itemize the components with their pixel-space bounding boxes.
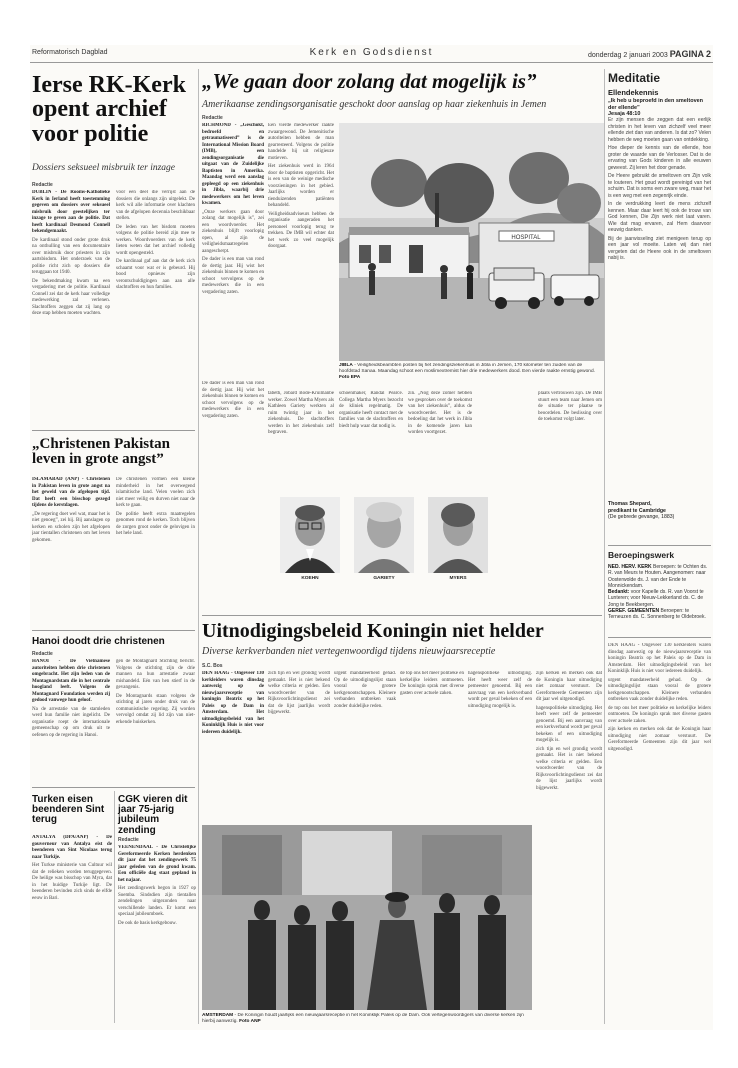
cgk-paragraph: VEENENDAAL - De Christelijke Gereformeerde Kerken herdenken dit jaar dat het zendingswerk 75 jaar geleden van de grond kwam. Een officiële dag staat gepland in het najaar. bbox=[118, 845, 196, 883]
pakistan-headline: „Christenen Pakistan leven in grote angst” bbox=[32, 436, 170, 468]
hanoi-byline: Redactie bbox=[32, 651, 53, 657]
section-name: Kerk en Godsdienst bbox=[309, 47, 434, 58]
jemen-paragraph: tabeth, Jobard Bode-Kruimanbe werker. Zowel Martha Myers als Kathleen Gariety werkten al ruim twintig jaar in het ziekenhuis. De slachtoffers werden in het ziekenhuis zelf begraven. bbox=[268, 391, 334, 435]
koningin-paragraph: de top ons het meer politieke en kerkelijke leiders ontmoeten. De koningin sprak met diverse gasten over actuele zaken. bbox=[400, 671, 464, 696]
jemen-paragraph: „Onze werkers gaan door zolang dat mogelijk is”, zei een woordvoerder. Het ziekenhuis blijft voorlopig open, al zijn de veiligheidsmaatregelen aangescherpt. bbox=[202, 209, 264, 254]
caption-text: - De Koningin houdt jaarlijks een nieuwjaarsreceptie in het Koninklijk Paleis op de Dam. Ook vertegenwoordigers van diverse kerken zijn hierbij aanwezig. bbox=[202, 1013, 524, 1024]
koningin-col4 bbox=[400, 671, 464, 821]
ireland-paragraph: De kardinaal stond onder grote druk na onthulling van een documentaire over misbruik door priesters in zijn aartsbisdom. Het onderzoek van de politie richt zich op dossiers die teruggaan tot 1940. bbox=[32, 237, 110, 275]
caption-text: - Veiligheidsbeambten posten bij het zendingsziekenhuis in Jibla in Jemen, 170 kilometer ten zuiden van de hoofdstad Sanaa. Maandag schoot een moslimextremist hier drie medewerkers dood. Een vierde raakte ernstig gewond. bbox=[339, 363, 595, 374]
koningin-paragraph: zijn kerken en merken ook dat de Koningin haar uitnodiging niet zomaar verstuurt. De Gereformeerde Gemeenten zijn dit jaar wel uitgenodigd. bbox=[536, 671, 602, 702]
meditatie-subtitle: Ellendekennis bbox=[608, 88, 659, 97]
photo-credit: Foto EPA bbox=[339, 375, 361, 380]
list-item bbox=[608, 589, 711, 608]
meditatie-title: Meditatie bbox=[608, 71, 661, 85]
jemen-lower-col4 bbox=[538, 391, 602, 611]
portrait-gariety bbox=[354, 497, 414, 573]
koningin-headline: Uitnodigingsbeleid Koningin niet helder bbox=[202, 620, 544, 642]
cgk-paragraph: Het zendingswerk begon in 1927 op Soemba. Sindsdien zijn tientallen zendelingen uitgezonden naar verschillende landen. Er komt een speciaal jubileumboek. bbox=[118, 886, 196, 917]
jemen-paragraph: De dader is een man van rond de dertig jaar. Hij wist het ziekenhuis binnen te komen en schoot vervolgens op de medewerkers die in een vergadering zaten. bbox=[202, 381, 264, 419]
jemen-paragraph: Veiligheidsadviseurs hebben de organisatie aangeraden het personeel voorlopig terug te trekken. De IMB wil echter dat het werk zo veel mogelijk doorgaat. bbox=[268, 211, 334, 249]
jemen-lower-col2 bbox=[339, 391, 403, 491]
portrait-gariety-image bbox=[354, 497, 414, 573]
koningin-col5 bbox=[468, 671, 532, 821]
column-divider bbox=[198, 69, 199, 1024]
divider bbox=[32, 430, 195, 431]
ireland-deck: Dossiers seksueel misbruik ter inzage bbox=[32, 163, 176, 173]
portrait-koehn bbox=[280, 497, 340, 573]
hanoi-paragraph: De Montagnards staan volgens de stichting al jaren onder druk van de communistische regering. Zij worden vervolgd omdat zij lid zijn van niet-erkende huiskerken. bbox=[116, 693, 195, 725]
jibla-photo-caption bbox=[339, 363, 604, 389]
photo-credit: Foto ANP bbox=[239, 1019, 261, 1024]
paper-name: Reformatorisch Dagblad bbox=[32, 49, 108, 56]
portrait-label: KOEHN bbox=[301, 576, 319, 581]
column-divider bbox=[114, 791, 115, 1023]
koningin-paragraph: hagenspolitieke uitnodiging. Het heeft weer zelf de pemeester genoemd. Bij een aanvraag van een kerkverband wordt per geval bekeken of een uitnodiging mogelijk is. bbox=[536, 705, 602, 743]
pakistan-paragraph: ISLAMABAD (ANP) - Christenen in Pakistan leven in grote angst na het geweld van de afgelopen tijd. Dat heeft een bisschop gezegd tijdens de kerstdagen. bbox=[32, 477, 110, 508]
jemen-paragraph: Het ziekenhuis werd in 1964 door de baptisten opgericht. Het is een van de weinige medische voorzieningen in het gebied. Jaarlijks worden er tienduizenden patiënten behandeld. bbox=[268, 164, 334, 208]
koningin-col6 bbox=[536, 671, 602, 1023]
amsterdam-palace-photo-image bbox=[202, 825, 532, 1010]
portrait-myers bbox=[428, 497, 488, 573]
jibla-hospital-photo bbox=[339, 123, 604, 361]
hanoi-body-col2 bbox=[116, 659, 195, 779]
koningin-paragraph: hagenspolitieke uitnodiging. Het heeft weer zelf de pemeester genoemd. Bij een aanvraag van een kerkverband wordt per geval bekeken of een uitnodiging mogelijk is. bbox=[468, 671, 532, 709]
divider bbox=[32, 787, 195, 788]
ireland-body-col1 bbox=[32, 190, 110, 425]
koningin-col3 bbox=[334, 671, 396, 821]
quote-reference: Jesaja 48:10 bbox=[608, 111, 641, 117]
amsterdam-photo-caption bbox=[202, 1013, 532, 1027]
hanoi-paragraph: HANOI - De Vietnamese autoriteiten hebben drie christenen omgebracht. Het zijn leden van de Montagnardstam die in het centrale hoogland leeft. Volgens de Montagnard Foundation werden zij gedood vanwege hun geloof. bbox=[32, 659, 110, 703]
koningin-paragraph: urgent mandateerheid gehad. Op de uitnodigingslijst staan vooral de grotere kerkgenootschappen. Kleinere verbanden ontbreken vaak zonder duidelijke reden. bbox=[608, 677, 711, 702]
portrait-myers-image bbox=[428, 497, 488, 573]
meditatie-body bbox=[608, 117, 711, 497]
portrait-label: GARIETY bbox=[373, 576, 395, 581]
portrait-label: MYERS bbox=[449, 576, 467, 581]
ireland-paragraph: De leden van het bisdom moeten volgens de politie bereid zijn mee te werken. Woordvoerders van de kerk lieten weten dat het archief volledig wordt opengesteld. bbox=[116, 224, 195, 256]
pakistan-paragraph: De politie heeft extra maatregelen genomen rond de kerken. Toch blijven de zorgen groot onder de gelovigen in het hele land. bbox=[116, 511, 195, 536]
jemen-deck: Amerikaanse zendingsorganisatie geschokt door aanslag op haar ziekenhuis in Jemen bbox=[202, 99, 547, 110]
jemen-paragraph: De dader is een man van rond de dertig jaar. Hij wist het ziekenhuis binnen te komen en schoot vervolgens op de medewerkers die in een vergadering zaten. bbox=[202, 257, 264, 295]
koningin-col1 bbox=[202, 671, 264, 821]
divider bbox=[32, 630, 195, 631]
jemen-lower-col1 bbox=[268, 391, 334, 491]
hospital-sign: HOSPITAL bbox=[511, 235, 541, 241]
jemen-paragraph: schoenmaker, Randal Pearce. Collega Martha Myers bezocht de kliniek regelmatig. De organisatie heeft contact met de families van de slachtoffers en biedt hulp waar dat nodig is. bbox=[339, 391, 403, 429]
meditatie-paragraph: In de verdrukking leert de mens zichzelf kennen. Maar daar leert hij ook de trouw van God kennen, Die Zijn werk niet laat varen. Wie dat mag ervaren, zal Hem daarvoor eeuwig danken. bbox=[608, 201, 711, 233]
ireland-paragraph: voor een deel die verrijst aan de dossiers die onlangs zijn uitgelekt. De kerk wil alle informatie over klachten van de afgelopen decennia beschikbaar stellen. bbox=[116, 190, 195, 221]
turkey-headline: Turken eisen beenderen Sint terug bbox=[32, 794, 105, 826]
ireland-paragraph: DUBLIN - De Rooms-Katholieke Kerk in Ierland heeft toestemming gegeven om dossiers over seksueel misbruik door geestelijken ter inzage te geven aan de politie. Dat heeft kardinaal Desmond Connell bekendgemaakt. bbox=[32, 190, 110, 234]
amsterdam-palace-photo bbox=[202, 825, 532, 1010]
jemen-paragraph: Een vierde medewerker raakte zwaargewond. De Jemenitische autoriteiten hebben de man gearresteerd. Volgens de politie handelde hij uit religieuze motieven. bbox=[268, 123, 334, 161]
jemen-lower-col3 bbox=[408, 391, 472, 491]
ireland-headline: Ierse RK-Kerk opent archief voor politie bbox=[32, 72, 186, 147]
caption-lead: AMSTERDAM bbox=[202, 1013, 234, 1018]
divider bbox=[608, 545, 711, 546]
page-header bbox=[30, 45, 713, 63]
hanoi-paragraph: Na de arrestatie van de stamleden werd hun familie niet ingelicht. De organisatie roept de internationale gemeenschap op om druk uit te oefenen op de regering in Hanoi. bbox=[32, 706, 110, 738]
hanoi-headline: Hanoi doodt drie christenen bbox=[32, 636, 165, 647]
koningin-paragraph: DEN HAAG - Ongeveer 130 kerkleiders waren dinsdag aanwezig op de nieuwjaarsreceptie van koningin Beatrix op het Paleis op de Dam in Amsterdam. Het uitnodigingsbeleid van het Koninklijk Huis is niet voor iedereen duidelijk. bbox=[202, 671, 264, 735]
meditatie-paragraph: Bij de jaarwisseling ziet menigeen terug op een jaar vol moeite. Laten wij dan niet vergeten dat de Heere ook in de smeltoven nabij is. bbox=[608, 235, 711, 261]
meditatie-paragraph: Hoe dieper de kennis van de ellende, hoe groter de waarde van de Verlosser. Dat is de ervaring van Gods kinderen in alle eeuwen geweest. Zij leren het door genade. bbox=[608, 145, 711, 171]
cgk-paragraph: De ook de basis kerkgebouw. bbox=[118, 920, 177, 926]
ireland-body-col2 bbox=[116, 190, 195, 425]
divider bbox=[608, 637, 711, 638]
quote-text: „Ik heb u beproefd in den smeltoven der ellende” bbox=[608, 98, 704, 111]
jemen-paragraph: RICHMOND - „Geschokt, bedroefd en getraumatiseerd” is de International Mission Board (IMB), een zendingsorganisatie die uitgaat van de Zuidelijke Baptisten in Amerika. Maandag werd een aanslag gepleegd op een ziekenhuis in Jibla, waarbij drie medewerkers om het leven kwamen. bbox=[202, 123, 264, 206]
author-name: Thomas Shepard, bbox=[608, 501, 652, 507]
koningin-paragraph: urgent mandateerheid gehad. Op de uitnodigingslijst staan vooral de grotere kerkgenootschappen. Kleinere verbanden ontbreken vaak zonder duidelijke reden. bbox=[334, 671, 396, 709]
meditatie-author bbox=[608, 501, 711, 521]
jemen-paragraph: plaats vertrouwen zijn. De IMB stuurt een team naar Jemen om de situatie ter plaatse te beoordelen. De beslissing over de toekomst volgt later. bbox=[538, 391, 602, 422]
newspaper-page bbox=[30, 45, 713, 1030]
page-number: 2 bbox=[705, 49, 711, 59]
koningin-paragraph: zich tijn en wel grondig wordt gemaakt. Het is niet bekend welke criteria er gelden. Een woordvoerder van de Rijksvoorlichtingsdienst zei dat de lijst jaarlijks wordt bijgewerkt. bbox=[268, 671, 330, 715]
cgk-headline: CGK vieren dit jaar 75-jarig jubileum zending bbox=[118, 794, 188, 836]
koningin-col2 bbox=[268, 671, 330, 821]
page-label: PAGINA bbox=[669, 49, 705, 59]
ireland-byline: Redactie bbox=[32, 182, 53, 188]
jemen-paragraph: zin. „Nog deze zomer hebben we gesproken over de toekomst van het ziekenhuis”, aldus de woordvoerder. Het is de bedoeling dat het werk in Jibla in de komende jaren kan worden voortgezet. bbox=[408, 391, 472, 435]
list-item-text: voor Kapelle ds. R. van Voorst te Lunteren; voor Nieuw-Lekkerland ds. C. de Jong te Beekbergen. bbox=[608, 589, 704, 608]
divider bbox=[202, 615, 602, 616]
ireland-paragraph: De kardinaal gaf aan dat de kerk zich schaamt voor wat er is gebeurd. Hij bood opnieuw zijn verontschuldigingen aan aan alle slachtoffers en hun families. bbox=[116, 259, 195, 290]
pakistan-paragraph: „De regering doet wel wat, maar het is niet genoeg”, zei hij. Bij aanslagen op kerken en scholen zijn het afgelopen jaar tientallen christenen om het leven gekomen. bbox=[32, 511, 110, 543]
date-and-page bbox=[588, 49, 711, 59]
pakistan-body-col2 bbox=[116, 477, 195, 622]
ireland-paragraph: De bekendmaking kwam na een vergadering met de politie. Kardinaal Connell zei dat de kerk haar volledige medewerking zal verlenen. Slachtoffers zeggen dat zij lang op deze stap hebben moeten wachten. bbox=[32, 278, 110, 316]
list-item-label: GEREF. GEMEENTEN bbox=[608, 608, 660, 615]
beroepingswerk-list bbox=[608, 564, 711, 621]
koningin-paragraph: zich tijn en wel grondig wordt gemaakt. Het is niet bekend welke criteria er gelden. Een woordvoerder van de Rijksvoorlichtingsdienst zei dat de lijst jaarlijks wordt bijgewerkt. bbox=[536, 746, 602, 791]
koningin-deck: Diverse kerkverbanden niet vertegenwoordigd tijdens nieuwjaarsreceptie bbox=[202, 646, 496, 657]
jemen-body-col2 bbox=[268, 123, 334, 378]
right-column-continuation bbox=[608, 643, 711, 1023]
cgk-byline: Redactie bbox=[118, 837, 139, 843]
jibla-hospital-photo-image bbox=[339, 123, 604, 361]
issue-date: donderdag 2 januari 2003 bbox=[587, 52, 668, 59]
list-item bbox=[608, 608, 711, 621]
meditatie-quote bbox=[608, 98, 711, 118]
koningin-paragraph: de top ons het meer politieke en kerkelijke leiders ontmoeten. De koningin sprak met diverse gasten over actuele zaken. bbox=[608, 705, 711, 724]
list-item-text: Beroepen: te Ochten ds. R. van Meurs te Houten. Aangenomen: naar Oosterwolde ds. J. van der Ende te Monnickendam. bbox=[608, 564, 708, 589]
list-item-text: Beroepen: te Terneuzen ds. C. Sonnenberg te Oldebroek. bbox=[608, 608, 706, 621]
beroepingswerk-title: Beroepingswerk bbox=[608, 550, 675, 560]
hanoi-body-col1 bbox=[32, 659, 110, 779]
column-divider bbox=[604, 69, 605, 1024]
koningin-paragraph: DEN HAAG - Ongeveer 130 kerkleiders waren dinsdag aanwezig op de nieuwjaarsreceptie van koningin Beatrix op het Paleis op de Dam in Amsterdam. Het uitnodigingsbeleid van het Koninklijk Huis is niet voor iedereen duidelijk. bbox=[608, 643, 711, 674]
koningin-paragraph: zijn kerken en merken ook dat de Koningin haar uitnodiging niet zomaar verstuurt. De Gereformeerde Gemeenten zijn dit jaar wel uitgenodigd. bbox=[608, 727, 711, 752]
portrait-koehn-image bbox=[280, 497, 340, 573]
list-item-label: NED. HERV. KERK bbox=[608, 564, 652, 570]
turkey-paragraph: Het Turkse ministerie van Cultuur wil dat de relieken worden teruggegeven. De heilige was bisschop van Myra, dat in het huidige Turkije ligt. De beenderen bevinden zich sinds de elfde eeuw in Bari. bbox=[32, 863, 112, 901]
author-role: predikant te Cambridge bbox=[608, 507, 666, 514]
hanoi-paragraph: gen de Montagnard Stichting bericht. Volgens de stichting zijn de drie mannen na hun arrestatie zwaar mishandeld. Eén van hen stierf in de gevangenis. bbox=[116, 659, 195, 690]
meditatie-paragraph: De Heere gebruikt de smeltoven om Zijn volk te louteren. Het goud wordt gereinigd van het schuim. Dat is soms een zware weg, maar het is een weg met een zegenrijk einde. bbox=[608, 173, 711, 199]
turkey-paragraph: ANTALYA (DPA/ANP) - De gouverneur van Antalya eist de beenderen van Sint Nicolaas terug naar Turkije. bbox=[32, 835, 112, 860]
meditatie-paragraph: Er zijn mensen die zeggen dat een eerlijk christen in het leven van zichzelf veel meer ellende ziet dan van anderen. Is dat zo? Velen hebben de weg moeten gaan van ontdekking. bbox=[608, 117, 711, 143]
cgk-body bbox=[118, 845, 196, 1023]
jemen-byline: Redactie bbox=[202, 115, 223, 121]
pakistan-body-col1 bbox=[32, 477, 110, 622]
pakistan-paragraph: De christenen vormen een kleine minderheid in het overwegend islamitische land. Velen voelen zich niet meer veilig en durven niet naar de kerk te gaan. bbox=[116, 477, 195, 508]
author-note: (De gebrede gevange, 1883) bbox=[608, 514, 675, 520]
list-item bbox=[608, 564, 711, 589]
list-item-label: Bedankt: bbox=[608, 589, 630, 596]
turkey-body bbox=[32, 835, 112, 1023]
koningin-byline: S.C. Bos bbox=[202, 663, 223, 669]
jemen-headline: „We gaan door zolang dat mogelijk is” bbox=[202, 69, 537, 93]
jemen-lower-col0 bbox=[202, 381, 264, 611]
caption-lead: JIBLA bbox=[339, 363, 353, 368]
jemen-body-col1 bbox=[202, 123, 264, 378]
